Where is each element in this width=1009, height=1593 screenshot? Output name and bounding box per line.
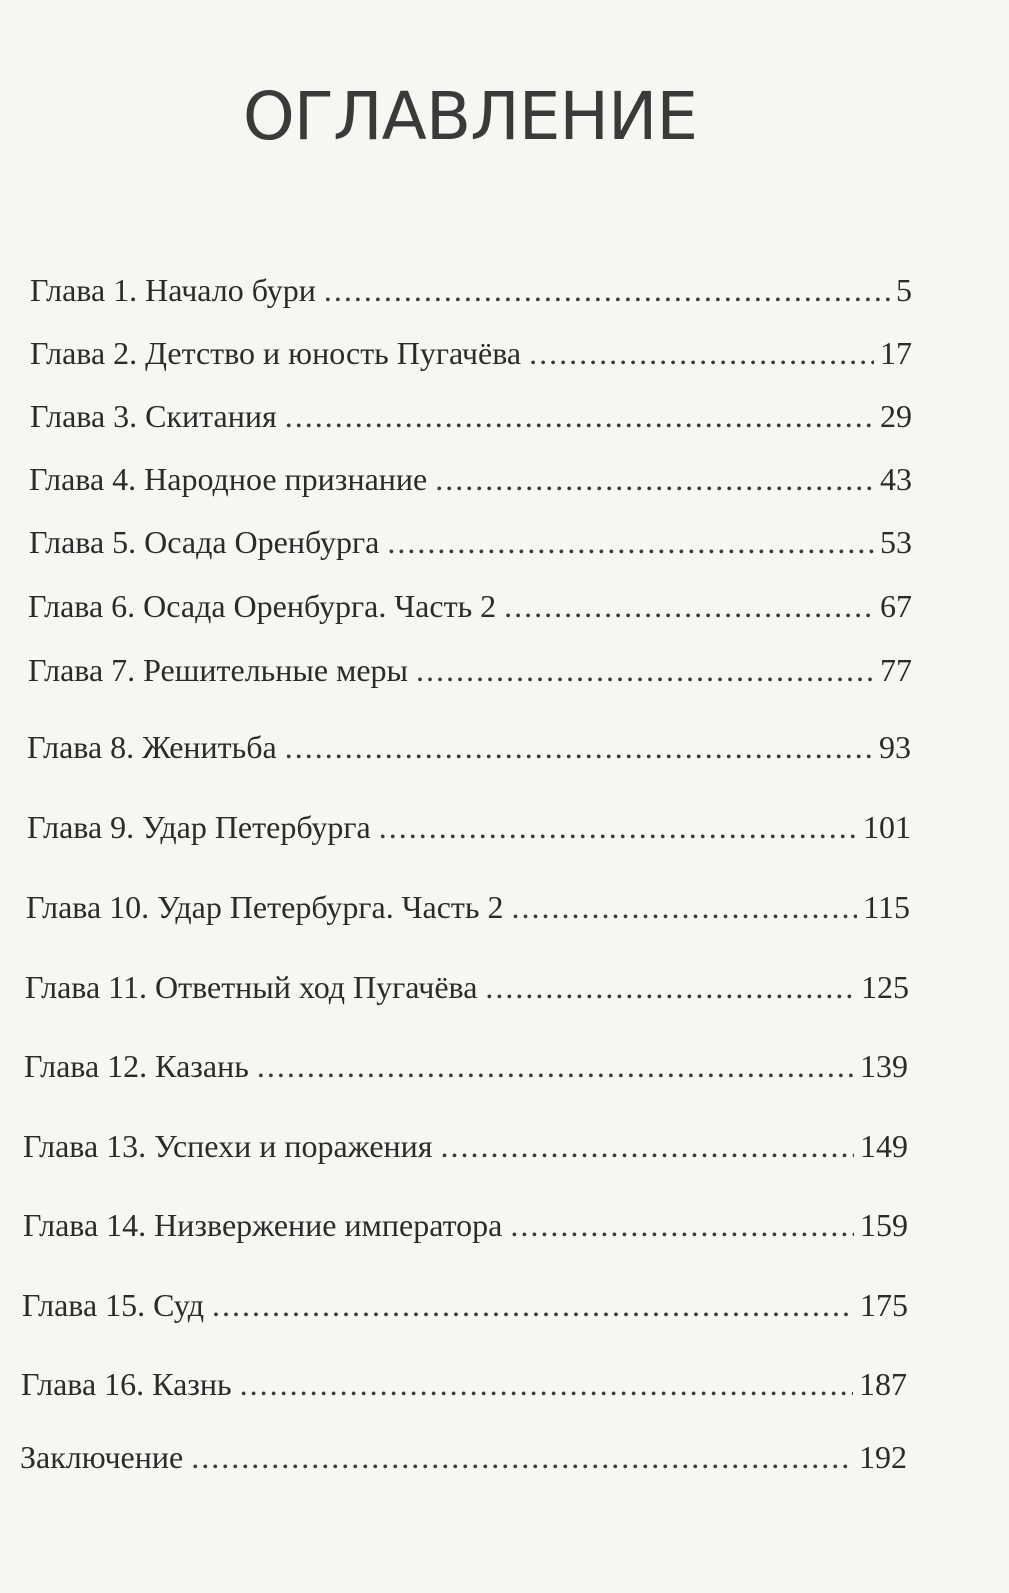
toc-entry-page: 29: [880, 398, 912, 434]
toc-entry-title: Заключение: [20, 1439, 184, 1475]
toc-entry: [27, 807, 911, 847]
toc-entry-title: Глава 7. Решительные меры: [28, 652, 409, 688]
toc-entry: [23, 1126, 908, 1166]
toc-entry-page: 175: [860, 1287, 908, 1323]
toc-entry-page: 17: [880, 335, 912, 371]
toc-entry: [24, 1046, 908, 1086]
toc-entry-page: 43: [880, 461, 912, 497]
toc-entry: [21, 1364, 907, 1404]
toc-entry: [27, 727, 911, 767]
toc-entry-title: Глава 6. Осада Оренбурга. Часть 2: [28, 588, 497, 624]
toc-entry-title: Глава 13. Успехи и поражения: [23, 1128, 433, 1164]
toc-entry-title: Глава 14. Низвержение императора: [23, 1207, 503, 1243]
dot-leader: [510, 1205, 854, 1245]
dot-leader: [379, 807, 857, 847]
toc-entry-page: 149: [860, 1128, 908, 1164]
dot-leader: [504, 586, 874, 626]
toc-entry-page: 77: [880, 652, 912, 688]
toc-entry-title: Глава 3. Скитания: [30, 398, 277, 434]
toc-entry: [30, 396, 912, 436]
toc-entry-title: Глава 2. Детство и юность Пугачёва: [30, 335, 522, 371]
toc-entry-title: Глава 1. Начало бури: [30, 272, 316, 308]
dot-leader: [285, 727, 873, 767]
toc-entry-title: Глава 11. Ответный ход Пугачёва: [25, 969, 478, 1005]
toc-entry-page: 187: [859, 1366, 907, 1402]
toc-entry-title: Глава 15. Суд: [22, 1287, 204, 1323]
toc-entry-title: Глава 5. Осада Оренбурга: [29, 524, 380, 560]
dot-leader: [416, 650, 874, 690]
dot-leader: [285, 396, 874, 436]
toc-entry-conclusion: [20, 1437, 907, 1477]
toc-entry-title: Глава 10. Удар Петербурга. Часть 2: [26, 889, 504, 925]
toc-entry-title: Глава 4. Народное признание: [29, 461, 428, 497]
toc-entry-page: 125: [861, 969, 909, 1005]
dot-leader: [191, 1437, 853, 1477]
page-title: ОГЛАВЛЕНИЕ: [242, 78, 698, 155]
toc-entry: [30, 333, 912, 373]
toc-entry-page: 67: [880, 588, 912, 624]
toc-entry-page: 115: [863, 889, 910, 925]
dot-leader: [324, 270, 890, 310]
toc-entry-page: 5: [896, 272, 912, 308]
toc-entry-title: Глава 16. Казнь: [21, 1366, 232, 1402]
dot-leader: [435, 459, 874, 499]
toc-entry-title: Глава 9. Удар Петербурга: [27, 809, 371, 845]
toc-entry: [25, 967, 909, 1007]
dot-leader: [441, 1126, 854, 1166]
toc-entry: [29, 459, 912, 499]
dot-leader: [485, 967, 855, 1007]
toc-entry: [22, 1285, 908, 1325]
dot-leader: [212, 1285, 854, 1325]
dot-leader: [387, 522, 874, 562]
toc-entry-page: 139: [860, 1048, 908, 1084]
dot-leader: [257, 1046, 854, 1086]
toc-entry-page: 192: [859, 1439, 907, 1475]
toc-entry: [30, 270, 912, 310]
toc-entry: [28, 586, 912, 626]
toc-entry: [23, 1205, 908, 1245]
toc-entry: [26, 887, 910, 927]
toc-entry: [28, 650, 912, 690]
toc-entry-page: 101: [863, 809, 911, 845]
dot-leader: [240, 1364, 853, 1404]
dot-leader: [529, 333, 874, 373]
toc-entry-page: 93: [879, 729, 911, 765]
toc-entry-title: Глава 12. Казань: [24, 1048, 249, 1084]
toc-entry-page: 53: [880, 524, 912, 560]
toc-entry-title: Глава 8. Женитьба: [27, 729, 277, 765]
toc-entry-page: 159: [860, 1207, 908, 1243]
dot-leader: [511, 887, 857, 927]
toc-entry: [29, 522, 912, 562]
